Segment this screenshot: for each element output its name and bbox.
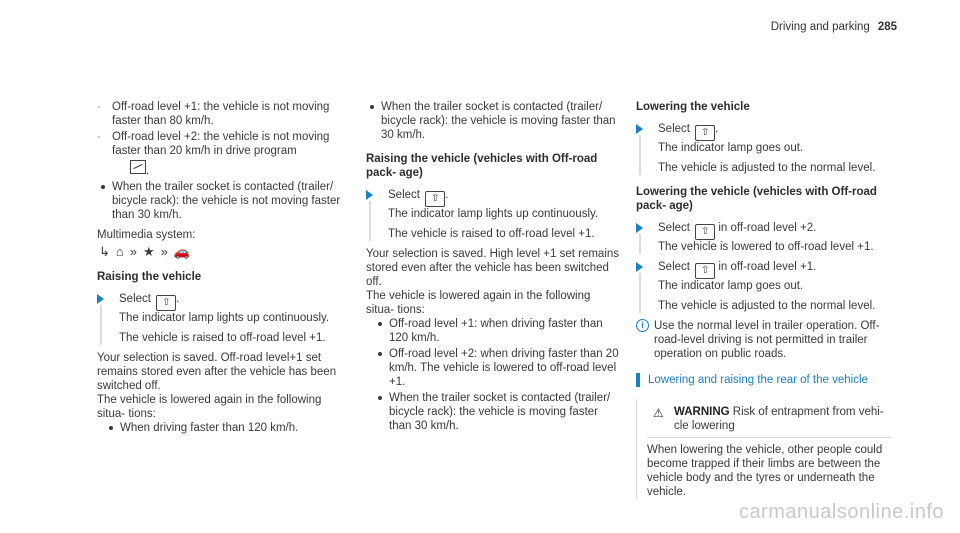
warning-box	[636, 399, 891, 499]
saved-text: Your selection is saved. Off-road level+1 set remains stored even after the vehicle has been switched off.	[97, 352, 337, 392]
home-icon: ⌂	[115, 244, 124, 259]
arrow-right-icon: ↳	[99, 244, 110, 259]
step-arrow-icon	[636, 124, 643, 134]
lowered-text: The vehicle is lowered again in the following situa- tions:	[366, 290, 591, 316]
warning-label: WARNING	[674, 406, 730, 418]
column-2	[366, 100, 621, 435]
watermark: carmanualsonline.info	[738, 501, 944, 523]
multimedia-label: Multimedia system:	[97, 229, 196, 241]
step-item: Select ⇧ in off-road level +2. The vehicle is lowered to off-road level +1.	[636, 221, 891, 254]
page-header	[771, 20, 897, 34]
list-item: Off-road level +1: when driving faster than 120 km/h.	[374, 317, 621, 345]
dash-item: - Off-road level +1: the vehicle is not moving faster than 80 km/h.	[97, 101, 330, 127]
step-arrow-icon	[366, 190, 373, 200]
menu-path	[99, 244, 352, 260]
car-raise-icon: ⇧	[156, 295, 176, 311]
step-arrow-icon	[97, 294, 104, 304]
list-item: When driving faster than 120 km/h.	[105, 421, 352, 435]
car-raise-icon: ⇧	[425, 191, 445, 207]
warning-icon: ⚠	[653, 406, 664, 420]
lowered-text: The vehicle is lowered again in the following situa- tions:	[97, 394, 322, 420]
section-link[interactable]: Lowering and raising the rear of the vehicle	[636, 373, 891, 387]
page-number: 285	[877, 21, 897, 33]
step-item: Select ⇧ . The indicator lamp lights up continuously. The vehicle is raised to off-road level +1.	[97, 292, 352, 345]
info-note: i Use the normal level in trailer operation. Off- road-level driving is not permitted in trailer operation on public roads.	[636, 319, 891, 361]
offroad-program-icon	[130, 160, 146, 174]
vehicle-icon: 🚗	[173, 244, 191, 259]
car-raise-icon: ⇧	[695, 224, 715, 240]
heading-raising: Raising the vehicle	[97, 271, 202, 283]
step-arrow-icon	[636, 262, 643, 272]
info-icon: i	[636, 319, 649, 332]
car-raise-icon: ⇧	[695, 263, 715, 279]
step-item: Select ⇧ . The indicator lamp goes out. The vehicle is adjusted to the normal level.	[636, 122, 891, 175]
heading-lowering: Lowering the vehicle	[636, 101, 750, 113]
double-chevron-icon: »	[160, 244, 168, 259]
step-item: Select ⇧ in off-road level +1. The indicator lamp goes out. The vehicle is adjusted to the normal level.	[636, 260, 891, 313]
section-title: Driving and parking	[770, 21, 870, 33]
step-item: Select ⇧ . The indicator lamp lights up continuously. The vehicle is raised to off-road level +1.	[366, 188, 621, 241]
warning-body: When lowering the vehicle, other people could become trapped if their limbs are between the vehicle body and the tyres or underneath the vehicle.	[647, 437, 891, 499]
star-icon: ★	[143, 244, 155, 259]
heading-lowering-offroad: Lowering the vehicle (vehicles with Off-road pack- age)	[636, 186, 877, 212]
dash-item: - Off-road level +2: the vehicle is not moving faster than 20 km/h in drive program .	[97, 131, 330, 177]
column-1	[97, 100, 352, 437]
list-item: When the trailer socket is contacted (trailer/ bicycle rack): the vehicle is not moving faster than 30 km/h.	[97, 180, 352, 222]
heading-raising-offroad: Raising the vehicle (vehicles with Off-road pack- age)	[366, 153, 598, 179]
list-item: Off-road level +2: when driving faster than 20 km/h. The vehicle is lowered to off-road level +1.	[374, 347, 621, 389]
list-item: When the trailer socket is contacted (trailer/ bicycle rack): the vehicle is moving faster than 30 km/h.	[366, 100, 621, 142]
list-item: When the trailer socket is contacted (trailer/ bicycle rack): the vehicle is moving faster than 30 km/h.	[374, 391, 621, 433]
saved-text: Your selection is saved. High level +1 set remains stored even after the vehicle has been switched off.	[366, 248, 620, 288]
warning-title: Risk of entrapment from vehi- cle lowering	[674, 406, 884, 432]
column-3	[636, 100, 891, 499]
step-arrow-icon	[636, 223, 643, 233]
car-raise-icon: ⇧	[695, 125, 715, 141]
double-chevron-icon: »	[129, 244, 137, 259]
